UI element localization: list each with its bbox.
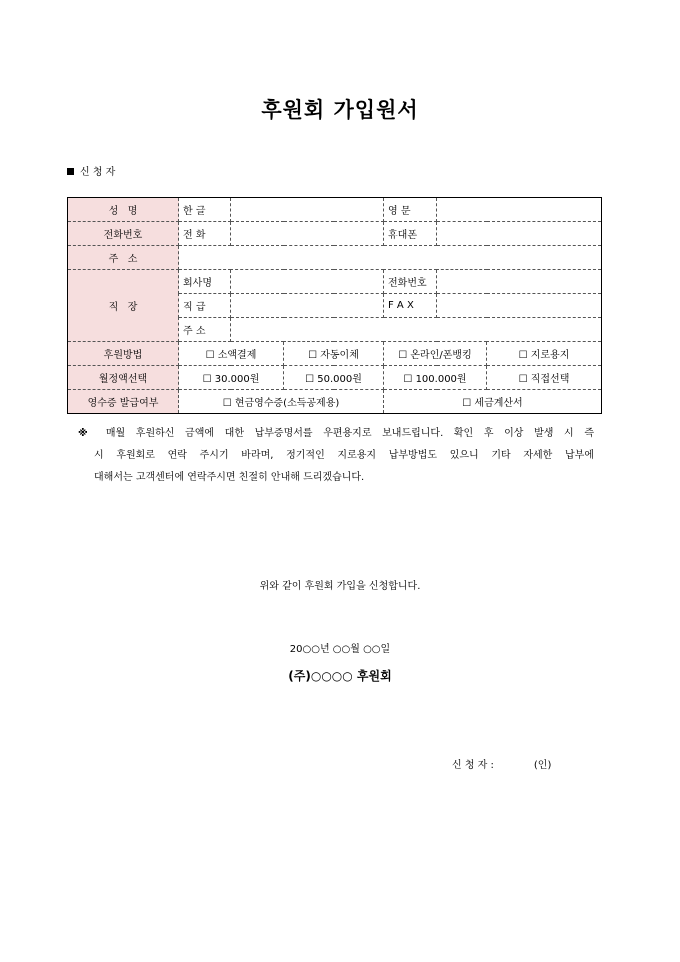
section-label: 신 청 자 (80, 167, 116, 178)
address-field[interactable] (179, 246, 602, 270)
square-bullet-icon (67, 168, 74, 175)
applicant-label: 신 청 자 : (452, 760, 494, 771)
work-label: 직 장 (68, 270, 179, 342)
applicant-signature-line (452, 756, 551, 771)
phone-home-label: 전 화 (179, 222, 231, 246)
reference-mark: ※ (78, 428, 96, 439)
receipt-label: 영수증 발급여부 (68, 390, 179, 414)
receipt-row (68, 390, 602, 414)
phone-label: 전화번호 (68, 222, 179, 246)
method-option-auto-transfer[interactable]: ☐ 자동이체 (284, 342, 384, 366)
method-option-online-banking[interactable]: ☐ 온라인/폰뱅킹 (384, 342, 487, 366)
position-label: 직 급 (179, 294, 231, 318)
address-label: 주 소 (68, 246, 179, 270)
notice-line-2: 시 후원회로 연락 주시기 바라며, 정기적인 지로용지 납부방법도 있으니 기타 자세한 납부에 (94, 450, 594, 461)
receipt-option-tax-invoice[interactable]: ☐ 세금계산서 (384, 390, 602, 414)
amount-option-custom[interactable]: ☐ 직접선택 (487, 366, 602, 390)
name-korean-field[interactable] (231, 198, 384, 222)
phone-mobile-label: 휴대폰 (384, 222, 437, 246)
phone-mobile-field[interactable] (437, 222, 602, 246)
address-row (68, 246, 602, 270)
notice-text (78, 423, 594, 489)
notice-line-3: 대해서는 고객센터에 연락주시면 친절히 안내해 드리겠습니다. (94, 472, 365, 483)
work-company-row (68, 270, 602, 294)
method-option-giro[interactable]: ☐ 지로용지 (487, 342, 602, 366)
name-english-label: 영 문 (384, 198, 437, 222)
company-field[interactable] (231, 270, 384, 294)
name-english-field[interactable] (437, 198, 602, 222)
organization-name: (주)○○○○ 후원회 (288, 669, 392, 683)
amount-option-30000[interactable]: ☐ 30.000원 (179, 366, 284, 390)
notice-line-1: 매월 후원하신 금액에 대한 납부증명서를 우편용지로 보내드립니다. 확인 후 이상 발생 시 즉 (105, 428, 594, 439)
method-row (68, 342, 602, 366)
amount-label: 월정액선택 (68, 366, 179, 390)
method-option-small-payment[interactable]: ☐ 소액결제 (179, 342, 284, 366)
method-label: 후원방법 (68, 342, 179, 366)
phone-home-field[interactable] (231, 222, 384, 246)
application-date: 20○○년 ○○월 ○○일 (289, 644, 391, 655)
work-phone-field[interactable] (437, 270, 602, 294)
company-label: 회사명 (179, 270, 231, 294)
application-statement: 위와 같이 후원회 가입을 신청합니다. (259, 581, 421, 592)
page-title: 후원회 가입원서 (261, 98, 419, 122)
seal-label: (인) (533, 760, 552, 771)
fax-field[interactable] (437, 294, 602, 318)
work-address-field[interactable] (231, 318, 602, 342)
application-form-table (67, 197, 602, 414)
name-row (68, 198, 602, 222)
phone-row (68, 222, 602, 246)
name-label: 성 명 (68, 198, 179, 222)
amount-option-100000[interactable]: ☐ 100.000원 (384, 366, 487, 390)
receipt-option-cash-receipt[interactable]: ☐ 현금영수증(소득공제용) (179, 390, 384, 414)
fax-label: F A X (384, 294, 437, 318)
amount-option-50000[interactable]: ☐ 50.000원 (284, 366, 384, 390)
work-address-label: 주 소 (179, 318, 231, 342)
position-field[interactable] (231, 294, 384, 318)
section-header (67, 163, 115, 178)
amount-row (68, 366, 602, 390)
work-phone-label: 전화번호 (384, 270, 437, 294)
name-korean-label: 한 글 (179, 198, 231, 222)
